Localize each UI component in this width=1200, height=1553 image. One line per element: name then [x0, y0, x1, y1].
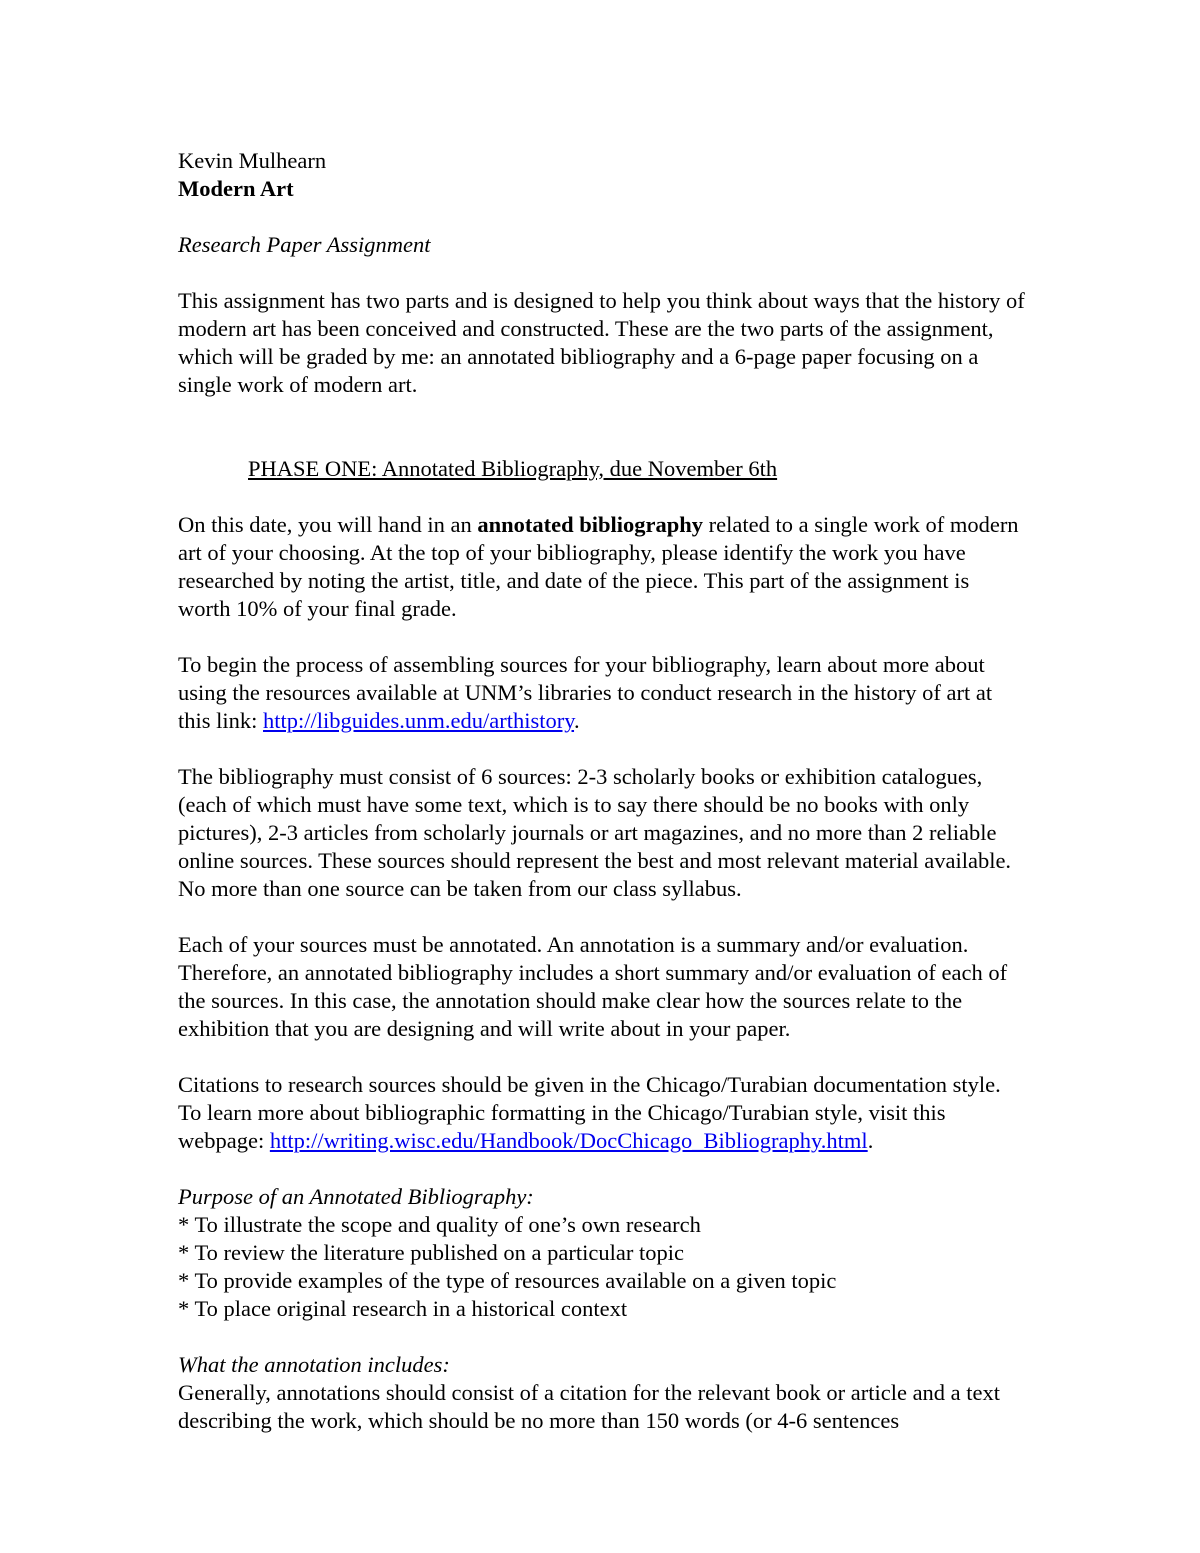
- to-begin-text-post: .: [574, 708, 580, 733]
- document-content: [178, 147, 1026, 1463]
- to-begin-paragraph: [178, 651, 1026, 735]
- annotation-includes-heading: What the annotation includes:: [178, 1352, 450, 1377]
- annotated-bibliography-bold: annotated bibliography: [477, 512, 704, 537]
- on-this-date-text-pre: On this date, you will hand in an: [178, 512, 478, 537]
- purpose-heading: Purpose of an Annotated Bibliography:: [178, 1184, 534, 1209]
- on-this-date-text-post: related to a single work of modern art of your choosing. At the top of your bibliography, please identify the work you have researched by noting the artist, title, and date of the piece. This part of the assignment is worth 10% of your final grade.: [178, 512, 1019, 621]
- libguides-link[interactable]: http://libguides.unm.edu/arthistory: [263, 708, 575, 733]
- purpose-list-item: * To place original research in a historical context: [178, 1296, 628, 1321]
- intro-paragraph: This assignment has two parts and is designed to help you think about ways that the history of modern art has been conceived and constructed. These are the two parts of the assignment, which will be graded by me: an annotated bibliography and a 6-page paper focusing on a single work of modern art.: [178, 288, 1025, 397]
- phase-one-heading: PHASE ONE: Annotated Bibliography, due November 6th: [248, 456, 778, 481]
- citations-text-pre: Citations to research sources should be given in the Chicago/Turabian documentation style. To learn more about bibliographic formatting in the Chicago/Turabian style, visit this webpage:: [178, 1072, 1001, 1153]
- purpose-list: [178, 1211, 1026, 1323]
- purpose-list-item: * To illustrate the scope and quality of one’s own research: [178, 1212, 701, 1237]
- document-title: Research Paper Assignment: [178, 232, 431, 257]
- to-begin-text-pre: To begin the process of assembling sources for your bibliography, learn about more about using the resources available at UNM’s libraries to conduct research in the history of art at this link:: [178, 652, 993, 733]
- bibliography-requirements-paragraph: The bibliography must consist of 6 sources: 2-3 scholarly books or exhibition catalogues, (each of which must have some text, which is to say there should be no books with only pictures), 2-3 articles from scholarly journals or art magazines, and no more than 2 reliable online sources. These sources should represent the best and most relevant material available. No more than one source can be taken from our class syllabus.: [178, 764, 1012, 901]
- course-line: Modern Art: [178, 176, 294, 201]
- purpose-list-item: * To provide examples of the type of resources available on a given topic: [178, 1268, 837, 1293]
- annotation-explanation-paragraph: Each of your sources must be annotated. An annotation is a summary and/or evaluation. Therefore, an annotated bibliography includes a short summary and/or evaluation of each of the sources. In this case, the annotation should make clear how the sources relate to the exhibition that you are designing and will write about in your paper.: [178, 932, 1008, 1041]
- purpose-list-item: * To review the literature published on a particular topic: [178, 1240, 684, 1265]
- citations-text-post: .: [867, 1128, 874, 1153]
- chicago-style-link[interactable]: http://writing.wisc.edu/Handbook/DocChicago_Bibliography.html: [269, 1128, 868, 1153]
- citations-paragraph: [178, 1071, 1026, 1155]
- on-this-date-paragraph: [178, 511, 1026, 623]
- annotation-includes-body: Generally, annotations should consist of a citation for the relevant book or article and a text describing the work, which should be no more than 150 words (or 4-6 sentences: [178, 1380, 1001, 1433]
- author-line: Kevin Mulhearn: [178, 148, 327, 173]
